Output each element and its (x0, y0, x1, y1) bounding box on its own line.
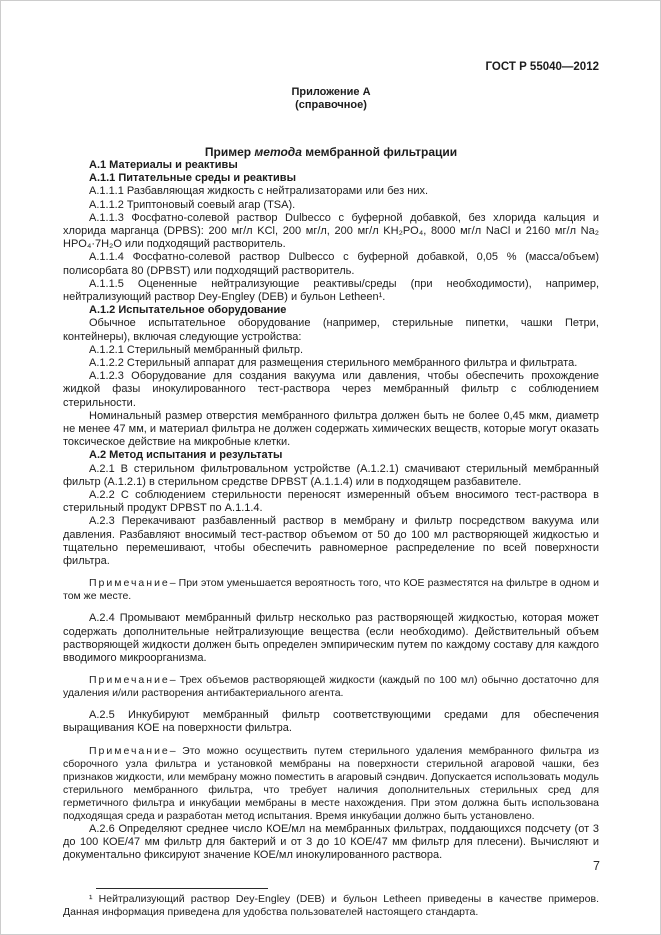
note-1 (63, 577, 599, 603)
note-3-text: – Это можно осуществить путем стерильного удаления мембранного фильтра из сборочного узла фильтра и установкой мембраны на поверхности стерильной агаровой чашки, без признаков жидкости, или мембрану можно поместить в агаровый сэндвич. Допускается использовать модуль стерильного мембранного фильтра, что требует наличия дополнительных стерильных сред для герметичного фильтра и инкубации мембраны в месте нахождения. При этом должна быть использована подходящая среда и разработан метод испытания. Время инкубации должно быть установлено. (63, 744, 600, 822)
note-3-label: Примечание (89, 744, 170, 757)
paragraph-a21: А.2.1 В стерильном фильтровальном устройстве (А.1.2.1) смачивают стерильный мембранный фильтр (А.1.2.1) в стерильном средстве DPBST (А.1.1.4) или в подходящем разбавителе. (63, 462, 599, 488)
note-1-text: – При этом уменьшается вероятность того, что КОЕ разместятся на фильтре в одном и том же месте. (63, 577, 599, 603)
page-title-pre: Пример (204, 145, 255, 159)
document-content (63, 61, 599, 919)
page-number: 7 (593, 859, 600, 873)
note-3 (63, 745, 599, 823)
note-2-label: Примечание (89, 674, 170, 687)
note-2 (63, 674, 599, 700)
paragraph-a26: А.2.6 Определяют среднее число КОЕ/мл на мембранных фильтрах, поддающихся подсчету (от 3 до 100 КОЕ/47 мм фильтр для бактерий и от 3 до 10 КОЕ/47 мм фильтр для плесени). Вычисляют и документально фиксируют значение КОЕ/мл инокулированного раствора. (63, 822, 599, 861)
section-heading-a12: А.1.2 Испытательное оборудование (89, 304, 287, 317)
note-1-label: Примечание (89, 577, 170, 590)
page-title-post: мембранной фильтрации (301, 145, 458, 159)
footnote (63, 893, 599, 919)
appendix-label: Приложение А (291, 86, 371, 98)
paragraph-a111: А.1.1.1 Разбавляющая жидкость с нейтрализаторами или без них. (89, 185, 429, 198)
section-heading-a2: А.2 Метод испытания и результаты (89, 449, 283, 462)
note-2-text: – Трех объемов растворяющей жидкости (каждый по 100 мл) обычно достаточно для удаления и/или растворения антибактериального агента. (63, 674, 599, 700)
paragraph-a123: А.1.2.3 Оборудование для создания вакуума или давления, чтобы обеспечить прохождение жидкой фазы инокулированного тест-раствора через мембранный фильтр с соблюдением стерильности. (63, 370, 599, 409)
paragraph-a12-intro: Обычное испытательное оборудование (например, стерильные пипетки, чашки Петри, контейнеры), включая следующие устройства: (63, 317, 599, 343)
paragraph-a121: А.1.2.1 Стерильный мембранный фильтр. (89, 343, 304, 356)
footnote-text: Нейтрализующий раствор Dey-Engley (DEB) и бульон Letheen приведены в качестве примеров. Данная информация приведена для удобства пользователей настоящего стандарта. (63, 893, 599, 918)
paragraph-a22: А.2.2 С соблюдением стерильности переносят измеренный объем вносимого тест-раствора в стерильный продукт DPBST по А.1.1.4. (63, 489, 599, 515)
paragraph-a113: А.1.1.3 Фосфатно-солевой раствор Dulbecco с буферной добавкой, без хлорида кальция и хлорида марганца (DPBS): 200 мг/л KCl, 200 мг/л, 200 мг/л KH₂PO₄, 8000 мг/л NaCl и 2160 мг/л Na₂ HPO₄·7H₂O или подходящий растворитель. (63, 211, 599, 251)
doc-number: ГОСТ Р 55040—2012 (485, 61, 599, 73)
paragraph-a112: А.1.1.2 Триптоновый соевый агар (TSA). (89, 198, 296, 211)
paragraph-filter-size: Номинальный размер отверстия мембранного фильтра должен быть не более 0,45 мкм, диаметр не менее 47 мм, и материал фильтра не должен содержать химических веществ, которые могут оказать токсическое действие на микробные клетки. (63, 409, 599, 449)
footnote-divider (96, 888, 268, 889)
paragraph-a24: А.2.4 Промывают мембранный фильтр несколько раз растворяющей жидкостью, которая может содержать дополнительные нейтрализующие вещества (если необходимо). Действительный объем растворяющей жидкости должен быть определен эмпирическим путем по каждому составу для каждого вводимого микроорганизма. (63, 612, 599, 664)
appendix-type: (справочное) (295, 99, 367, 111)
paragraph-a115: А.1.1.5 Оцененные нейтрализующие реактивы/среды (при необходимости), например, нейтрализующий раствор Dey-Engley (DEB) и бульон Letheen¹. (63, 277, 599, 304)
paragraph-a122: А.1.2.2 Стерильный аппарат для размещения стерильного мембранного фильтра и фильтрата. (89, 357, 578, 370)
paragraph-a23: А.2.3 Перекачивают разбавленный раствор в мембрану и фильтр посредством вакуума или давления. Разбавляют вносимый тест-раствор объемом от 50 до 100 мл растворяющей жидкостью и тщательно перемешивают, чтобы обеспечить равномерное распределение по всей поверхности фильтра. (63, 515, 599, 568)
section-heading-a11: А.1.1 Питательные среды и реактивы (89, 172, 296, 185)
page-title (63, 145, 599, 159)
page-title-italic: метода (254, 145, 302, 159)
paragraph-a25: А.2.5 Инкубируют мембранный фильтр соответствующими средами для обеспечения выращивания КОЕ на поверхности фильтра. (63, 709, 599, 735)
paragraph-a114: А.1.1.4 Фосфатно-солевой раствор Dulbecco с буферной добавкой, 0,05 % (масса/объем) полисорбата 80 (DPBST) или подходящий растворитель. (63, 251, 599, 277)
footnote-marker: ¹ (89, 893, 99, 906)
section-heading-a1: А.1 Материалы и реактивы (89, 159, 238, 171)
